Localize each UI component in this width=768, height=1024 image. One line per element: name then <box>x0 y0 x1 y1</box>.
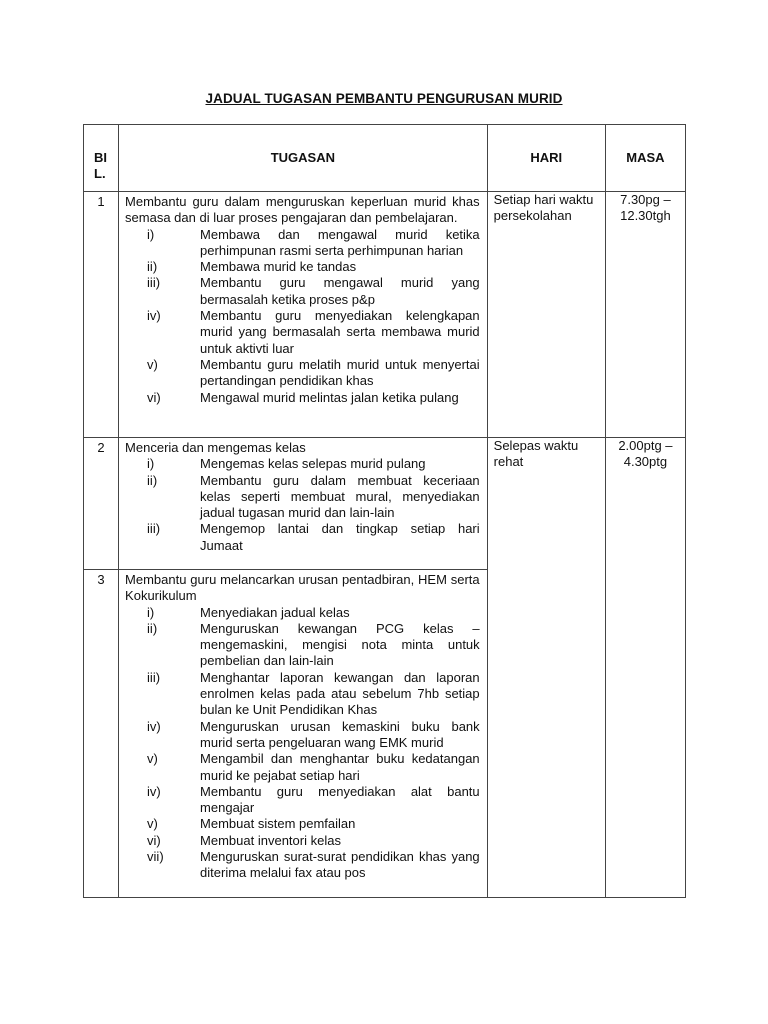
task-item <box>125 621 480 670</box>
item-number: i) <box>147 604 155 620</box>
item-number: vi) <box>147 389 161 405</box>
table-row <box>84 192 686 438</box>
task-item <box>125 833 480 849</box>
task-item <box>125 456 480 472</box>
item-number: iv) <box>147 718 161 734</box>
task-item <box>125 849 480 882</box>
item-number: ii) <box>147 620 158 636</box>
task-item <box>125 816 480 832</box>
task-item <box>125 259 480 275</box>
day-cell: Selepas waktu rehat <box>487 438 605 898</box>
task-item <box>125 275 480 308</box>
item-text: Mengawal murid melintas jalan ketika pulang <box>200 389 459 405</box>
task-item <box>125 605 480 621</box>
item-number: v) <box>147 751 158 767</box>
task-intro: Menceria dan mengemas kelas <box>125 440 306 455</box>
task-intro: Membantu guru dalam menguruskan keperluan murid khas semasa dan di luar proses pengajaran dan pembelajaran. <box>125 194 480 226</box>
item-text: Menghantar laporan kewangan dan laporan enrolmen kelas pada atau sebelum 7hb setiap bulan ke Unit Pendidikan Khas <box>200 669 480 718</box>
task-cell <box>119 192 488 438</box>
task-item <box>125 670 480 719</box>
item-number: v) <box>147 356 158 372</box>
item-number: ii) <box>147 259 158 275</box>
task-item <box>125 473 480 522</box>
header-tugasan: TUGASAN <box>119 125 488 192</box>
item-text: Membantu guru melatih murid untuk menyertai pertandingan pendidikan khas <box>200 356 480 389</box>
row-number: 3 <box>84 570 119 898</box>
item-text: Mengemas kelas selepas murid pulang <box>200 456 426 472</box>
item-text: Membantu guru menyediakan alat bantu mengajar <box>200 783 480 816</box>
item-text: Membantu guru menyediakan kelengkapan murid yang bermasalah serta membawa murid untuk aktivti luar <box>200 308 480 356</box>
task-item <box>125 227 480 260</box>
item-text: Membuat sistem pemfailan <box>200 816 356 832</box>
task-item <box>125 751 480 784</box>
task-intro: Membantu guru melancarkan urusan pentadbiran, HEM serta Kokurikulum <box>125 572 480 604</box>
row-number: 2 <box>84 438 119 570</box>
item-text: Menguruskan kewangan PCG kelas – mengemaskini, mengisi nota minta untuk pembelian dan lain-lain <box>200 620 480 669</box>
task-item <box>125 784 480 817</box>
time-cell: 2.00ptg – 4.30ptg <box>605 438 685 898</box>
header-row <box>84 125 686 192</box>
item-number: iv) <box>147 783 161 799</box>
item-number: v) <box>147 816 158 832</box>
item-text: Mengambil dan menghantar buku kedatangan murid ke pejabat setiap hari <box>200 751 480 783</box>
item-text: Mengemop lantai dan tingkap setiap hari Jumaat <box>200 521 480 553</box>
task-item <box>125 308 480 357</box>
item-text: Membantu guru dalam membuat keceriaan kelas seperti membuat mural, menyediakan jadual tugasan murid dan lain-lain <box>200 472 480 521</box>
header-masa: MASA <box>605 125 685 192</box>
item-text: Menguruskan urusan kemaskini buku bank murid serta pengeluaran wang EMK murid <box>200 718 480 750</box>
row-number: 1 <box>84 192 119 438</box>
item-number: vi) <box>147 832 161 848</box>
day-cell: Setiap hari waktu persekolahan <box>487 192 605 438</box>
document-title: JADUAL TUGASAN PEMBANTU PENGURUSAN MURID <box>205 91 563 106</box>
item-text: Membawa dan mengawal murid ketika perhimpunan rasmi serta perhimpunan harian <box>200 226 480 258</box>
header-hari: HARI <box>487 125 605 192</box>
item-number: i) <box>147 456 155 472</box>
item-text: Menguruskan surat-surat pendidikan khas yang diterima melalui fax atau pos <box>200 849 480 881</box>
time-cell: 7.30pg – 12.30tgh <box>605 192 685 438</box>
item-number: iii) <box>147 521 161 537</box>
item-number: i) <box>147 226 155 242</box>
task-item <box>125 521 480 554</box>
task-cell <box>119 570 488 898</box>
task-item <box>125 357 480 390</box>
item-number: iv) <box>147 308 161 324</box>
item-number: vii) <box>147 849 164 865</box>
item-number: iii) <box>147 275 161 291</box>
header-bil: BI L. <box>84 125 119 192</box>
item-text: Membantu guru mengawal murid yang bermasalah ketika proses p&p <box>200 275 480 307</box>
task-cell <box>119 438 488 570</box>
item-text: Menyediakan jadual kelas <box>200 604 350 620</box>
item-text: Membuat inventori kelas <box>200 832 341 848</box>
item-number: iii) <box>147 669 161 685</box>
item-text: Membawa murid ke tandas <box>200 259 357 275</box>
task-item <box>125 390 480 406</box>
schedule-table <box>83 124 686 898</box>
item-number: ii) <box>147 472 158 488</box>
task-item <box>125 719 480 752</box>
table-row <box>84 438 686 570</box>
